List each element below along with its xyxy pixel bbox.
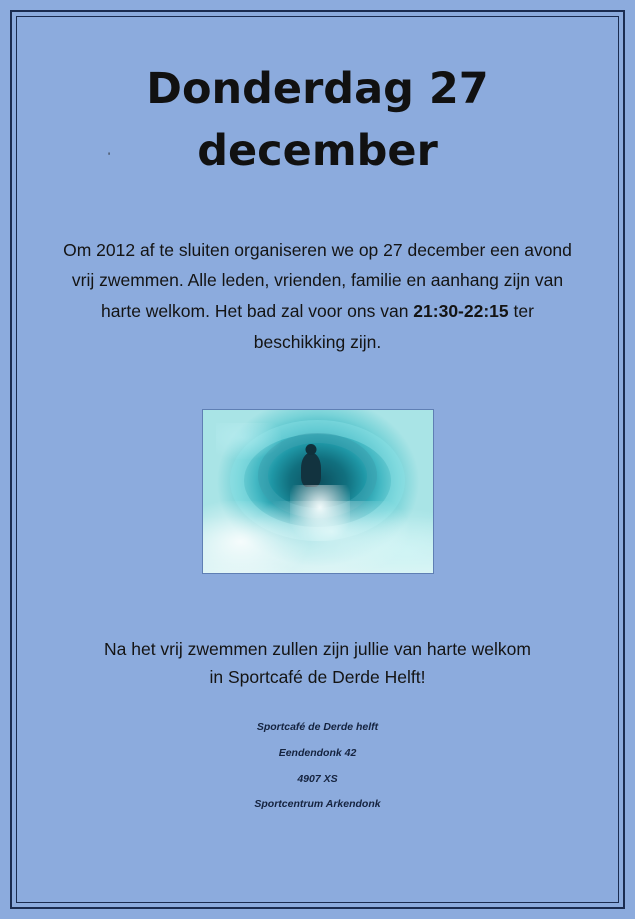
address-line-2: Eendendonk 42 xyxy=(278,746,357,759)
intro-time-bold: 21:30-22:15 xyxy=(413,300,509,321)
page-title xyxy=(30,30,605,183)
outro-line-1: Na het vrij zwemmen zullen zijn jullie van harte welkom xyxy=(104,639,531,660)
outro-line-2: in Sportcafé de Derde Helft! xyxy=(209,667,426,688)
intro-text-part2: ter beschikking zijn. xyxy=(253,300,534,352)
address-line-3: 4907 XS xyxy=(297,772,338,785)
slide-glare-shape xyxy=(216,423,280,459)
address-line-1: Sportcafé de Derde helft xyxy=(256,721,379,734)
poster-content xyxy=(30,30,605,889)
water-foam-shape xyxy=(202,501,434,574)
stray-apostrophe-mark: ' xyxy=(108,151,111,163)
address-block xyxy=(30,691,605,818)
intro-paragraph xyxy=(30,183,605,358)
intro-text-part1: Om 2012 af te sluiten organiseren we op 27 december een avond vrij zwemmen. Alle leden, vrienden, familie en aanhang zijn van harte welkom. Het bad zal voor ons van xyxy=(63,239,572,321)
waterslide-photo xyxy=(202,409,434,574)
outro-paragraph xyxy=(30,579,605,691)
swimmer-silhouette xyxy=(301,453,321,487)
title-line-2: december xyxy=(197,126,438,177)
address-line-4: Sportcentrum Arkendonk xyxy=(254,798,381,811)
photo-container xyxy=(30,409,605,579)
title-line-1: Donderdag 27 xyxy=(146,64,489,114)
